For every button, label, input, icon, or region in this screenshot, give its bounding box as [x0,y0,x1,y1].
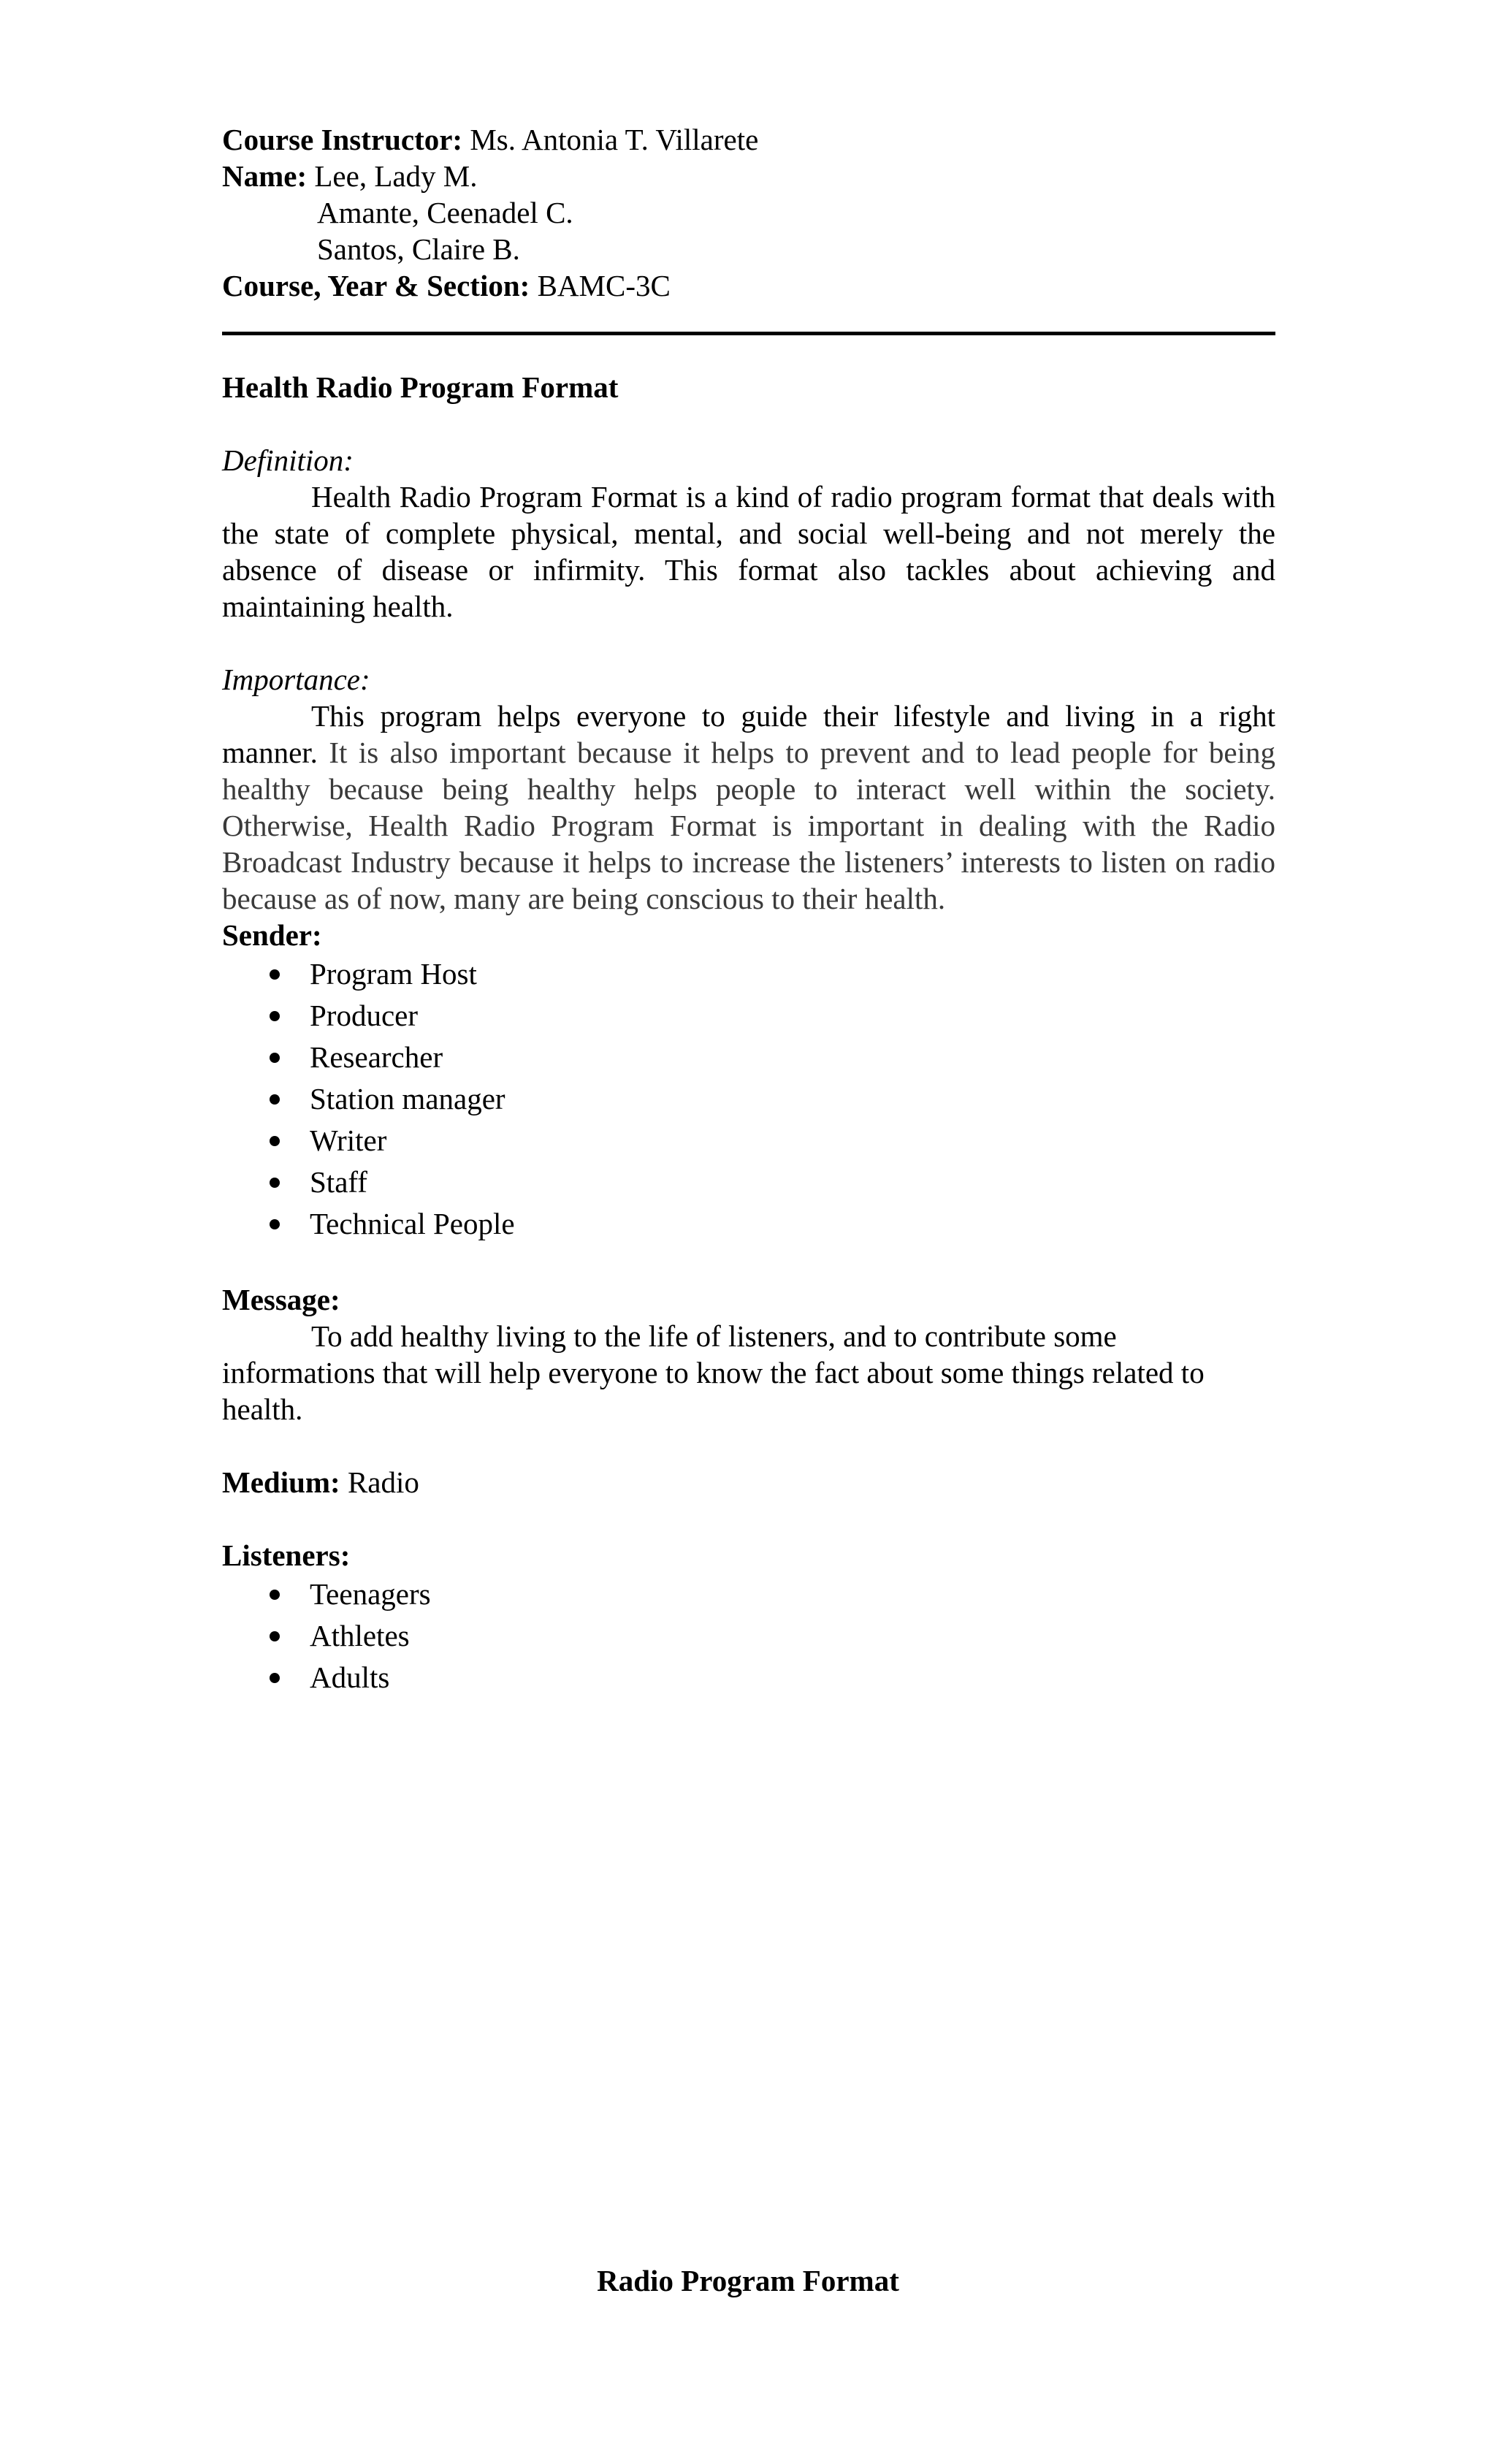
bullet-icon [270,1011,280,1021]
instructor-line [222,121,1275,158]
section-label: Course, Year & Section: [222,269,530,302]
page-footer: Radio Program Format [597,2264,899,2297]
bullet-icon [270,1094,280,1105]
header-divider [222,332,1275,335]
document-page [222,121,1275,1698]
list-item [222,1203,1275,1245]
bullet-icon [270,969,280,980]
student-name: Santos, Claire B. [317,232,520,266]
list-item [222,953,1275,995]
sender-list [222,953,1275,1245]
name-line [222,158,1275,194]
importance-text-b: It is also important because it helps to prevent and to lead people for being healthy because being healthy helps people to interact well within the society. Otherwise, Health Radio Program Format is important in dealing with the Radio Broadcast Industry because it helps to increase the listeners’ interests to listen on radio because as of now, many are being conscious to their health. [222,736,1275,915]
section-line [222,267,1275,304]
list-item-text: Staff [310,1165,367,1199]
list-item-text: Station manager [310,1082,505,1115]
instructor-value: Ms. Antonia T. Villarete [470,123,759,156]
bullet-icon [270,1178,280,1188]
bullet-icon [270,1590,280,1600]
list-item-text: Adults [310,1660,390,1694]
list-item [222,1162,1275,1203]
message-label: Message: [222,1283,340,1316]
list-item-text: Athletes [310,1619,410,1652]
list-item-text: Teenagers [310,1577,431,1611]
list-item [222,1615,1275,1657]
list-item [222,1078,1275,1120]
definition-label: Definition: [222,443,354,477]
importance-text-a: This program helps everyone to guide their lifestyle and living in a right manner. [222,699,1275,769]
medium-value: Radio [347,1465,419,1499]
section-value: BAMC-3C [537,269,671,302]
list-item-text: Program Host [310,957,477,991]
listeners-list [222,1574,1275,1698]
list-item-text: Producer [310,999,419,1032]
definition-text: Health Radio Program Format is a kind of radio program format that deals with the state of complete physical, mental, and social well-being and not merely the absence of disease or infirmity. This format also tackles about achieving and maintaining health. [222,480,1275,623]
list-item-text: Writer [310,1124,387,1157]
bullet-icon [270,1053,280,1063]
medium-label: Medium: [222,1465,340,1499]
importance-label: Importance: [222,663,370,696]
sender-label: Sender: [222,918,322,952]
medium-line [222,1464,1275,1500]
bullet-icon [270,1673,280,1683]
list-item [222,995,1275,1037]
list-item [222,1037,1275,1078]
student-name-row [222,231,1275,267]
listeners-label: Listeners: [222,1538,351,1572]
list-item-text: Technical People [310,1207,515,1240]
list-item [222,1657,1275,1698]
bullet-icon [270,1631,280,1641]
student-name: Amante, Ceenadel C. [317,196,573,229]
list-item [222,1120,1275,1162]
student-name: Lee, Lady M. [314,159,478,193]
student-name-row [222,194,1275,231]
document-title: Health Radio Program Format [222,370,619,404]
importance-text [222,698,1275,917]
message-text: To add healthy living to the life of listeners, and to contribute some informations that will help everyone to know the fact about some things related to health. [222,1319,1205,1426]
bullet-icon [270,1219,280,1229]
name-label: Name: [222,159,308,193]
bullet-icon [270,1136,280,1146]
list-item [222,1574,1275,1615]
list-item-text: Researcher [310,1040,443,1074]
instructor-label: Course Instructor: [222,123,463,156]
